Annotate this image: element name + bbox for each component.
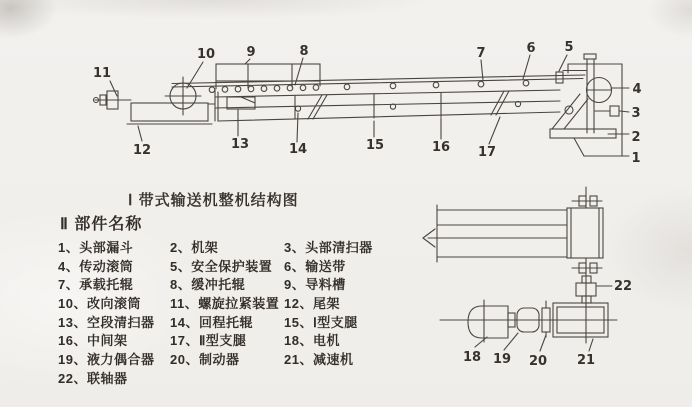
part-item: 6、输送带 — [284, 258, 346, 274]
callout-number: 1 — [631, 151, 641, 166]
callout-number: 6 — [526, 41, 536, 56]
part-item: 4、传动滚筒 — [58, 258, 134, 274]
callout-number: 9 — [246, 45, 256, 60]
part-item: 17、Ⅱ型支腿 — [170, 333, 247, 349]
drive-drum — [567, 187, 603, 258]
part-item: 10、改向滚筒 — [58, 296, 141, 312]
callout-number: 22 — [613, 279, 633, 294]
part-item: 5、安全保护装置 — [170, 258, 273, 274]
part-item: 3、头部清扫器 — [284, 240, 373, 255]
tail-tensioner — [94, 91, 132, 109]
callout-number: 11 — [92, 66, 112, 81]
part-item: 9、导料槽 — [284, 277, 346, 293]
part-item: 12、尾架 — [284, 296, 340, 312]
part-item: 13、空段清扫器 — [58, 314, 155, 330]
part-item: 18、电机 — [284, 333, 340, 349]
drive-unit-diagram — [420, 185, 692, 407]
part-item: 14、回程托辊 — [170, 314, 253, 330]
callout-number: 18 — [462, 350, 482, 365]
callout-number: 12 — [132, 143, 152, 158]
coupling — [572, 258, 602, 343]
part-item: 19、液力偶合器 — [58, 352, 155, 368]
motor-body — [468, 306, 508, 338]
callout-number: 5 — [564, 40, 574, 55]
part-item: 1、头部漏斗 — [58, 240, 134, 255]
part-item: 22、联轴器 — [58, 370, 128, 386]
callout-number: 13 — [230, 137, 250, 152]
part-item: 16、中间架 — [58, 333, 128, 349]
callout-number: 21 — [576, 353, 596, 368]
figure-caption: Ⅰ 带式输送机整机结构图 — [128, 192, 299, 209]
callout-number: 7 — [476, 46, 486, 61]
callout-number: 15 — [365, 138, 385, 153]
part-item: 2、机架 — [170, 240, 219, 255]
part-item: 11、螺旋拉紧装置 — [170, 296, 280, 312]
callout-number: 19 — [492, 352, 512, 367]
part-item: 20、制动器 — [170, 352, 240, 368]
middle-frame — [215, 90, 560, 121]
callout-number: 14 — [288, 142, 308, 157]
drive-diagram-callouts — [463, 279, 632, 369]
part-item: 21、减速机 — [284, 352, 354, 368]
callout-number: 3 — [631, 106, 641, 121]
tail-frame — [127, 90, 215, 124]
callout-number: 20 — [528, 354, 548, 369]
callout-number: 2 — [631, 130, 641, 145]
parts-list-title: Ⅱ 部件名称 — [60, 216, 143, 233]
conveyor-plan-frame — [423, 205, 567, 262]
callout-number: 17 — [477, 145, 497, 160]
parts-list — [58, 237, 388, 387]
callout-number: 16 — [431, 140, 451, 155]
drive-train — [440, 300, 617, 342]
part-item: 8、缓冲托辊 — [170, 277, 246, 293]
part-item: 15、Ⅰ型支腿 — [284, 314, 358, 330]
callout-number: 8 — [299, 44, 309, 59]
part-item: 7、承载托辊 — [58, 277, 134, 293]
callout-number: 10 — [196, 47, 216, 62]
conveyor-structure-diagram — [0, 0, 692, 185]
callout-number: 4 — [632, 82, 642, 97]
head-assembly — [550, 54, 622, 156]
